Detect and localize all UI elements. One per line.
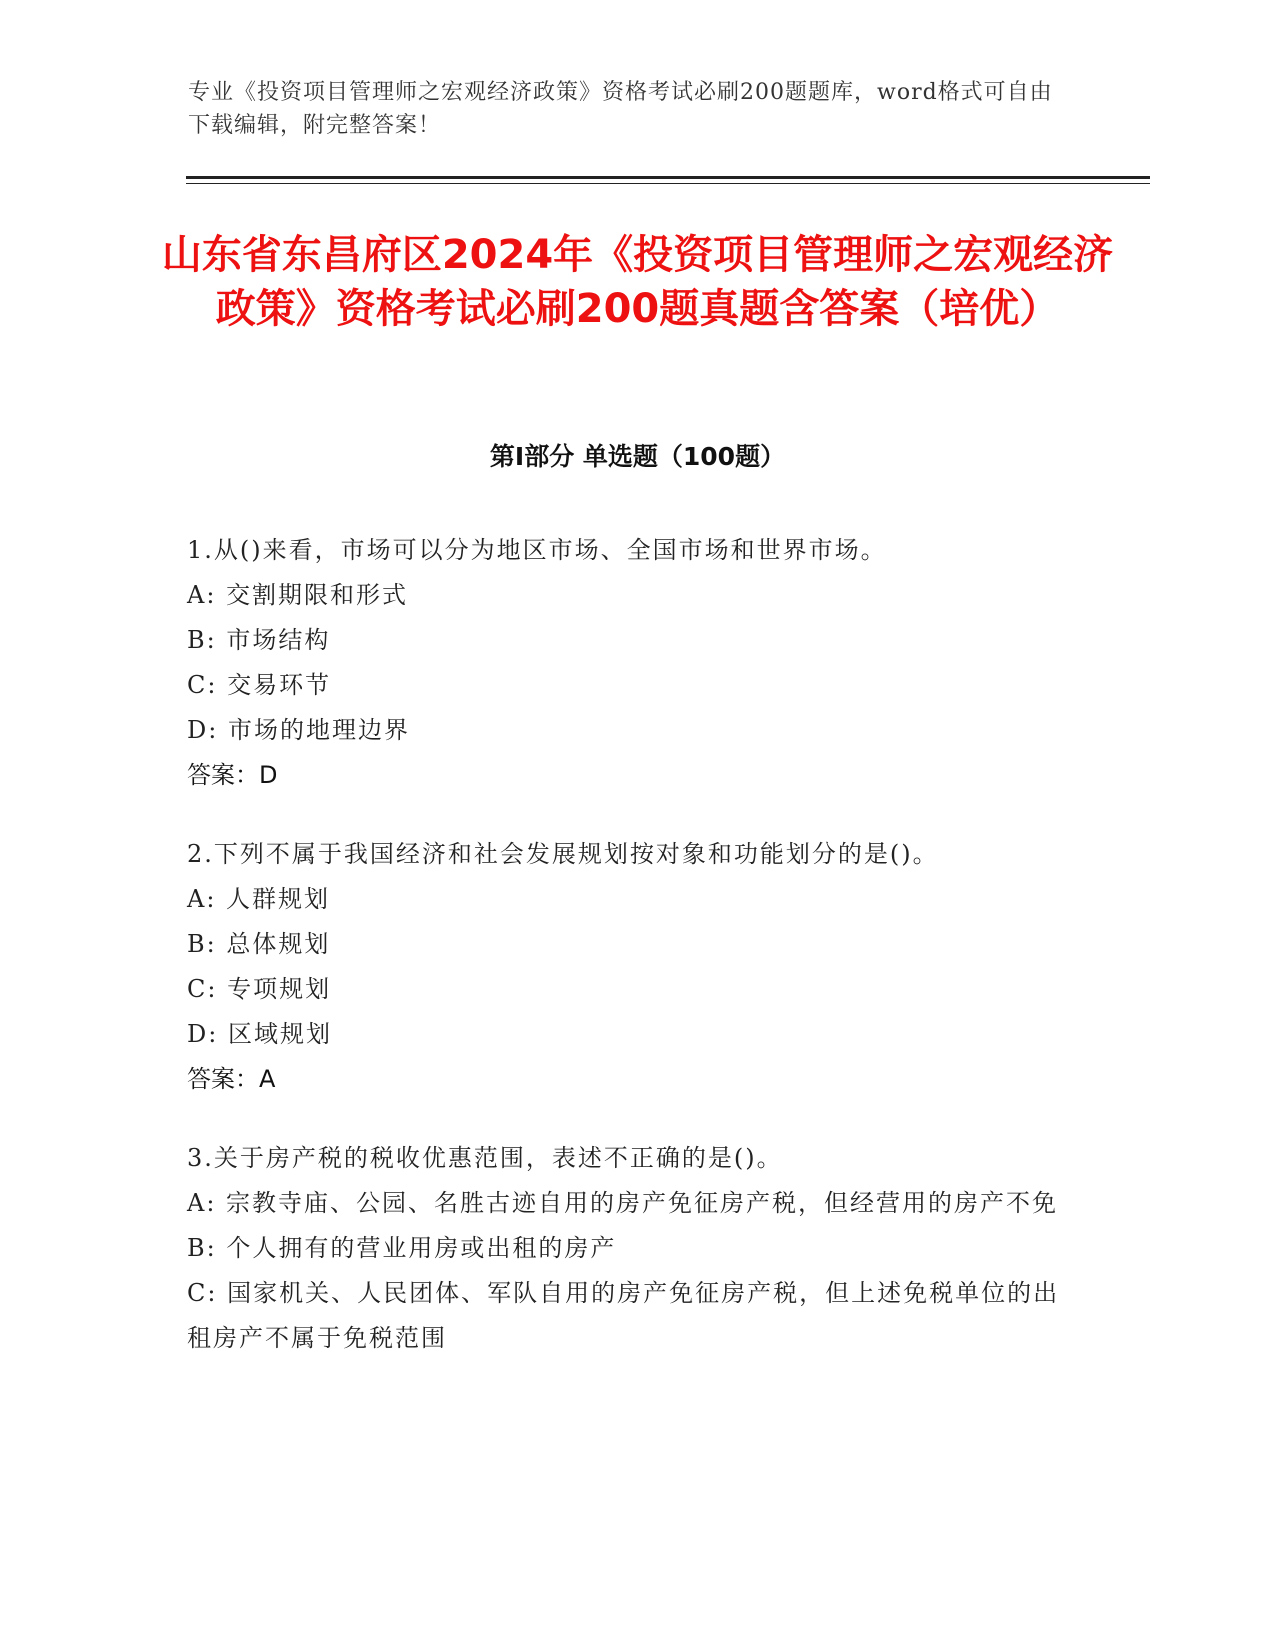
- option-d: D: 区域规划: [187, 1020, 332, 1048]
- section-title: 第I部分 单选题（100题）: [489, 442, 786, 471]
- question-2: [187, 832, 1067, 1102]
- option-b: B: 总体规划: [187, 930, 331, 958]
- option-c: C: 国家机关、人民团体、军队自用的房产免征房产税，但上述免税单位的出租房产不属于免税范围: [187, 1279, 1060, 1352]
- option-c: C: 专项规划: [187, 975, 332, 1003]
- option-a: A: 宗教寺庙、公园、名胜古迹自用的房产免征房产税，但经营用的房产不免: [187, 1189, 1059, 1217]
- header-note: 专业《投资项目管理师之宏观经济政策》资格考试必刷200题题库，word格式可自由下载编辑，附完整答案！: [188, 80, 1053, 138]
- question-list: [187, 528, 1067, 1395]
- document-title: 山东省东昌府区2024年《投资项目管理师之宏观经济政策》资格考试必刷200题真题含答案（培优）: [161, 232, 1114, 332]
- answer: 答案：A: [187, 1065, 276, 1093]
- option-a: A: 交割期限和形式: [187, 581, 409, 609]
- option-b: B: 市场结构: [187, 626, 331, 654]
- question-stem: 1.从()来看，市场可以分为地区市场、全国市场和世界市场。: [187, 536, 887, 564]
- answer: 答案：D: [187, 761, 278, 789]
- header-rule-thick: [186, 176, 1150, 179]
- option-c: C: 交易环节: [187, 671, 332, 699]
- question-stem: 3.关于房产税的税收优惠范围，表述不正确的是()。: [187, 1144, 783, 1172]
- question-1: [187, 528, 1067, 798]
- option-a: A: 人群规划: [187, 885, 331, 913]
- option-b: B: 个人拥有的营业用房或出租的房产: [187, 1234, 617, 1262]
- option-d: D: 市场的地理边界: [187, 716, 410, 744]
- header-rule-thin: [186, 183, 1150, 184]
- question-stem: 2.下列不属于我国经济和社会发展规划按对象和功能划分的是()。: [187, 840, 939, 868]
- question-3: [187, 1136, 1067, 1361]
